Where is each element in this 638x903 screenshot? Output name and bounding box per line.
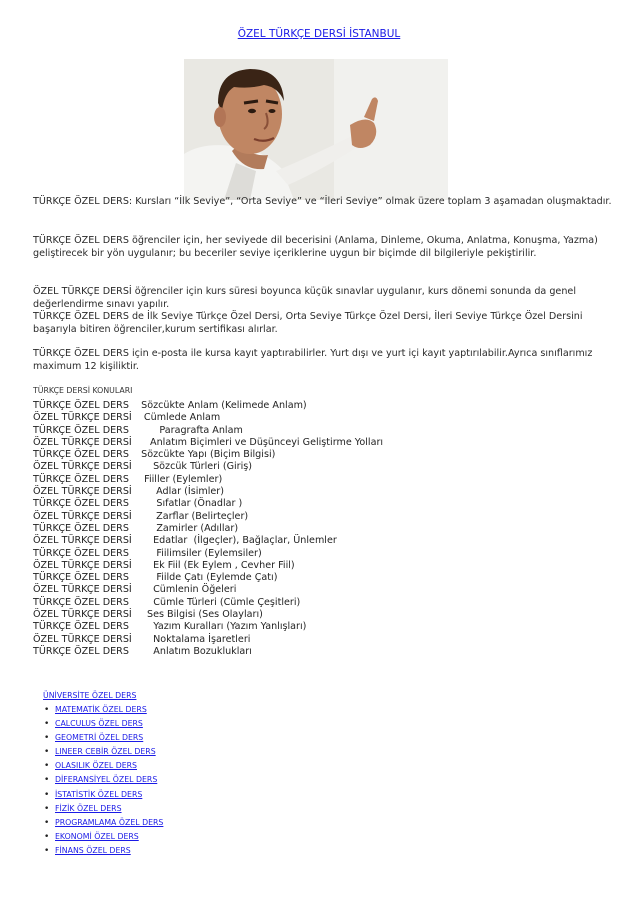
topic-row: TÜRKÇE ÖZEL DERS Sıfatlar (Önadlar ) xyxy=(33,498,243,510)
topic-row: TÜRKÇE ÖZEL DERS Zamirler (Adıllar) xyxy=(33,522,239,534)
list-item xyxy=(43,802,443,816)
list-item xyxy=(43,844,443,858)
page-title-link[interactable]: ÖZEL TÜRKÇE DERSİ İSTANBUL xyxy=(237,28,401,40)
topic-row: ÖZEL TÜRKÇE DERSİ Noktalama İşaretleri xyxy=(33,633,251,645)
course-links xyxy=(43,689,443,858)
teacher-photo xyxy=(184,59,448,200)
economics-lesson-link[interactable]: EKONOMİ ÖZEL DERS xyxy=(55,831,139,841)
topic-row: ÖZEL TÜRKÇE DERSİ Sözcük Türleri (Giriş) xyxy=(33,461,253,473)
topic-row: ÖZEL TÜRKÇE DERSİ Ek Fiil (Ek Eylem , Cevher Fiil) xyxy=(33,559,295,571)
topic-row: TÜRKÇE ÖZEL DERS Sözcükte Yapı (Biçim Bilgisi) xyxy=(33,449,276,461)
topic-row: ÖZEL TÜRKÇE DERSİ Zarflar (Belirteçler) xyxy=(33,510,249,522)
topic-row: ÖZEL TÜRKÇE DERSİ Cümlede Anlam xyxy=(33,412,221,424)
topics-heading: TÜRKÇE DERSİ KONULARI xyxy=(33,386,133,395)
math-lesson-link[interactable]: MATEMATİK ÖZEL DERS xyxy=(55,705,147,714)
topic-row: ÖZEL TÜRKÇE DERSİ Adlar (İsimler) xyxy=(33,486,224,498)
topic-row: TÜRKÇE ÖZEL DERS Cümle Türleri (Cümle Çeşitleri) xyxy=(33,596,301,608)
topics-list xyxy=(33,400,619,658)
topic-row: ÖZEL TÜRKÇE DERSİ Anlatım Biçimleri ve Düşünceyi Geliştirme Yolları xyxy=(33,436,384,448)
list-item xyxy=(43,745,443,759)
bullet-icon: • xyxy=(44,719,50,730)
list-item xyxy=(43,759,443,773)
statistics-lesson-link[interactable]: İSTATİSTİK ÖZEL DERS xyxy=(55,789,143,799)
topic-row: TÜRKÇE ÖZEL DERS Yazım Kuralları (Yazım Yanlışları) xyxy=(33,621,307,633)
probability-lesson-link[interactable]: OLASILIK ÖZEL DERS xyxy=(55,761,138,771)
course-link-list xyxy=(43,703,443,858)
skills-paragraph: TÜRKÇE ÖZEL DERS öğrenciler için, her seviyede dil becerisini (Anlama, Dinleme, Okuma, Anlatma, Konuşma, Yazma) geliştirecek bir yön uygulanır; bu beceriler seviye içeriklerine uygun bir biçimde dil bilgileriyle pekiştirilir. xyxy=(33,235,598,259)
registration-paragraph: TÜRKÇE ÖZEL DERS için e-posta ile kursa kayıt yaptırabilirler. Yurt dışı ve yurt içi kayıt yaptırılabilir.Ayrıca sınıflarımız maximum 12 kişiliktir. xyxy=(33,348,593,372)
list-item xyxy=(43,731,443,745)
topic-row: ÖZEL TÜRKÇE DERSİ Cümlenin Öğeleri xyxy=(33,584,237,596)
topic-row: TÜRKÇE ÖZEL DERS Fiilimsiler (Eylemsiler) xyxy=(33,547,262,559)
list-item xyxy=(43,830,443,844)
programming-lesson-link[interactable]: PROGRAMLAMA ÖZEL DERS xyxy=(55,817,164,827)
topic-row: TÜRKÇE ÖZEL DERS Sözcükte Anlam (Kelimede Anlam) xyxy=(33,400,307,411)
finance-lesson-link[interactable]: FİNANS ÖZEL DERS xyxy=(55,845,131,855)
topic-row: TÜRKÇE ÖZEL DERS Paragrafta Anlam xyxy=(33,424,243,436)
list-item xyxy=(43,788,443,802)
list-item xyxy=(43,773,443,787)
physics-lesson-link[interactable]: FİZİK ÖZEL DERS xyxy=(55,803,122,813)
certificate-paragraph: TÜRKÇE ÖZEL DERS de İlk Seviye Türkçe Özel Dersi, Orta Seviye Türkçe Özel Dersi, İleri Seviye Türkçe Özel Dersini başarıyla bitiren öğrenciler,kurum sertifikası alırlar. xyxy=(33,311,583,335)
topic-row: ÖZEL TÜRKÇE DERSİ Edatlar (İlgeçler), Bağlaçlar, Ünlemler xyxy=(33,535,337,547)
differential-lesson-link[interactable]: DİFERANSİYEL ÖZEL DERS xyxy=(55,775,158,785)
bullet-icon: • xyxy=(44,705,50,715)
geometry-lesson-link[interactable]: GEOMETRİ ÖZEL DERS xyxy=(55,733,144,743)
intro-paragraph: TÜRKÇE ÖZEL DERS: Kursları “İlk Seviye”, “Orta Seviye” ve “İleri Seviye” olmak üzere toplam 3 aşamadan oluşmaktadır. xyxy=(33,196,612,207)
bullet-icon: • xyxy=(44,747,50,758)
topic-row: TÜRKÇE ÖZEL DERS Fiilde Çatı (Eylemde Çatı) xyxy=(33,572,278,584)
linear-algebra-lesson-link[interactable]: LINEER CEBİR ÖZEL DERS xyxy=(55,747,156,757)
topic-row: TÜRKÇE ÖZEL DERS Fiiller (Eylemler) xyxy=(33,473,223,485)
bullet-icon: • xyxy=(44,803,50,814)
bullet-icon: • xyxy=(44,845,50,856)
bullet-icon: • xyxy=(44,775,50,786)
bullet-icon: • xyxy=(44,789,50,800)
bullet-icon: • xyxy=(44,817,50,828)
calculus-lesson-link[interactable]: CALCULUS ÖZEL DERS xyxy=(55,719,143,729)
list-item xyxy=(43,717,443,731)
teacher-illustration xyxy=(184,59,448,200)
bullet-icon: • xyxy=(44,831,50,842)
topic-row: ÖZEL TÜRKÇE DERSİ Ses Bilgisi (Ses Olayları) xyxy=(33,609,263,621)
bullet-icon: • xyxy=(44,733,50,744)
bullet-icon: • xyxy=(44,761,50,772)
list-item xyxy=(43,703,443,717)
exam-paragraph: ÖZEL TÜRKÇE DERSİ öğrenciler için kurs süresi boyunca küçük sınavlar uygulanır, kurs dönemi sonunda da genel değerlendirme sınavı yapılır. xyxy=(33,286,576,310)
list-item xyxy=(43,816,443,830)
university-lessons-link[interactable]: ÜNİVERSİTE ÖZEL DERS xyxy=(43,691,137,700)
topic-row: TÜRKÇE ÖZEL DERS Anlatım Bozuklukları xyxy=(33,645,252,657)
